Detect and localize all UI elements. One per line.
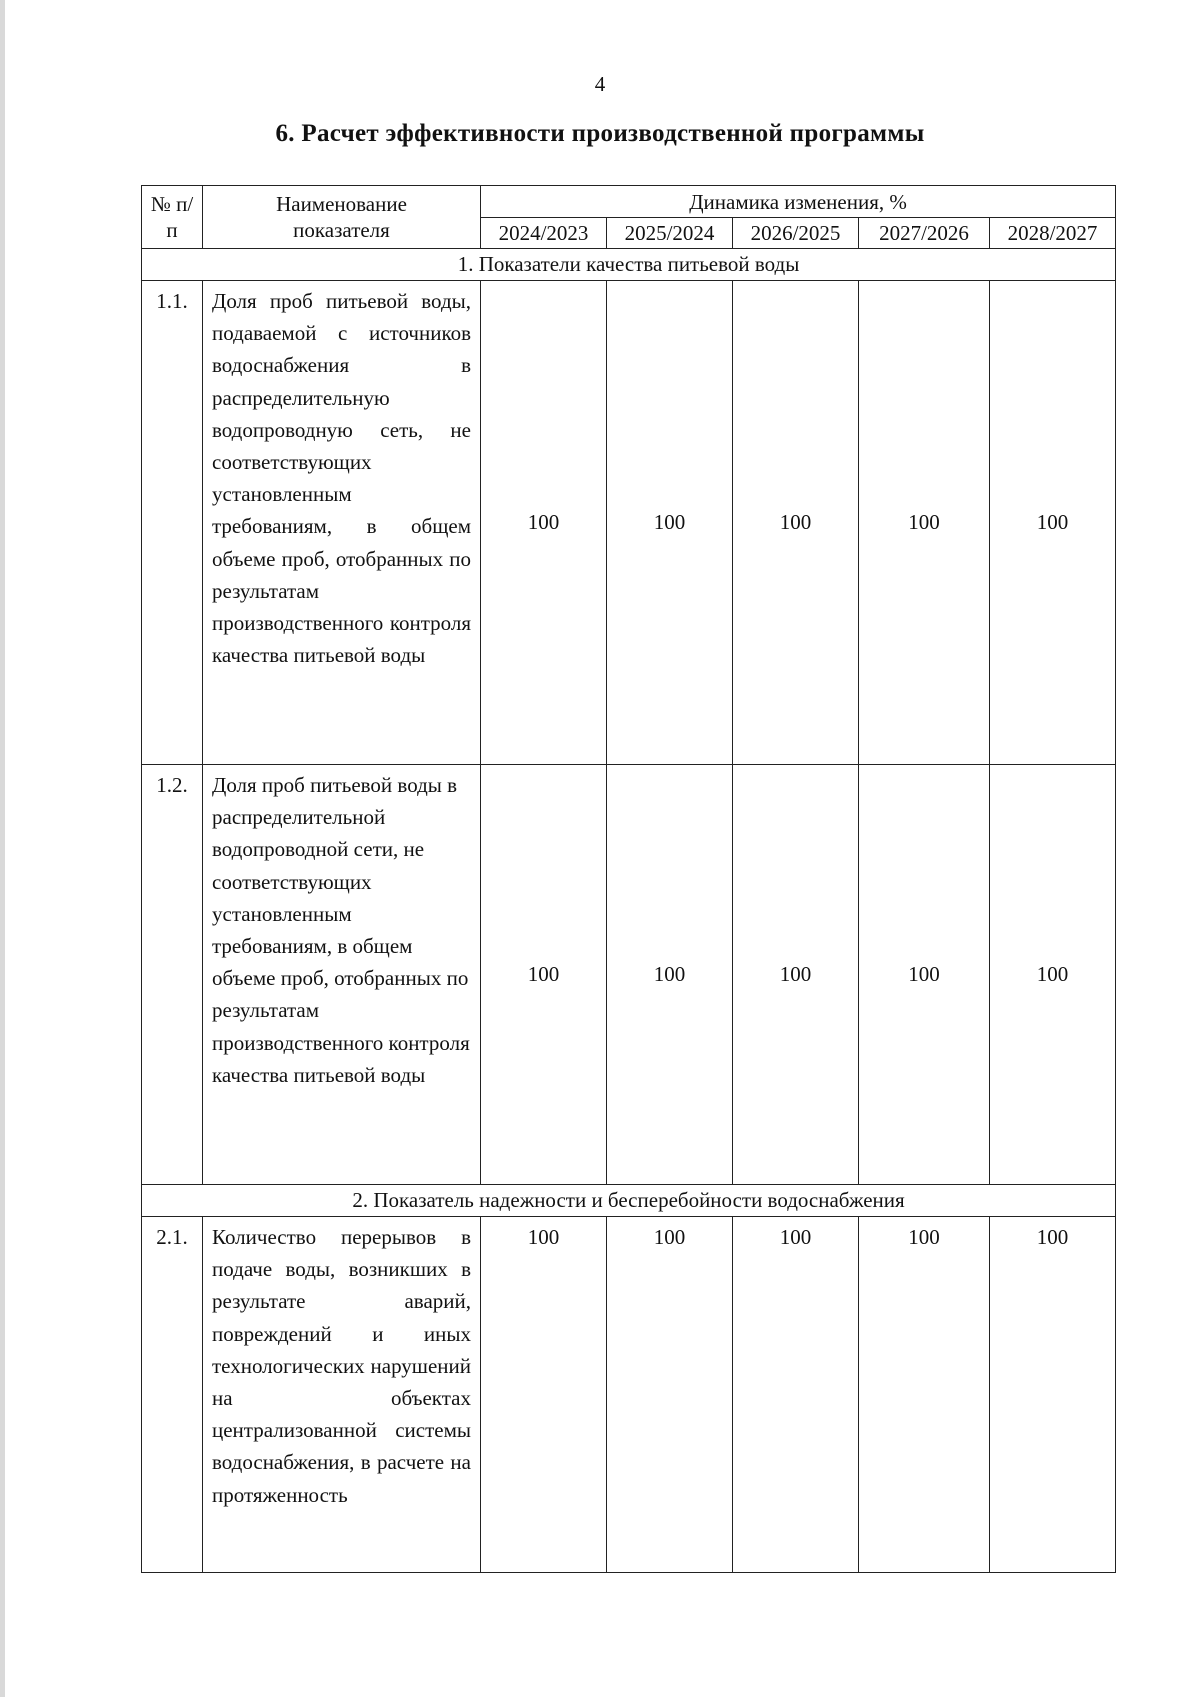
indicator-name: Доля проб питьевой воды, подаваемой с источников водоснабжения в распределительную водопроводную сеть, не соответствующих установленным требованиям, в общем объеме проб, отобранных по результатам производственного контроля качества питьевой воды xyxy=(212,289,471,668)
period-header: 2026/2025 xyxy=(733,218,859,249)
indicator-name: Доля проб питьевой воды в распределительной водопроводной сети, не соответствующих установленным требованиям, в общем объеме проб, отобранных по результатам производственного контроля качества питьевой воды xyxy=(212,773,470,1087)
value-cell: 100 xyxy=(607,281,733,765)
table-row xyxy=(142,765,1116,1185)
row-number: 1.2. xyxy=(142,765,203,1185)
value-cell: 100 xyxy=(859,281,990,765)
value-cell: 100 xyxy=(990,281,1116,765)
section-title: 1. Показатели качества питьевой воды xyxy=(142,249,1116,281)
table-row xyxy=(142,1217,1116,1573)
row-number: 2.1. xyxy=(142,1217,203,1573)
header-number: № п/п xyxy=(142,186,203,249)
period-header: 2024/2023 xyxy=(481,218,607,249)
scan-edge xyxy=(0,0,5,1697)
value-cell: 100 xyxy=(481,765,607,1185)
period-header: 2027/2026 xyxy=(859,218,990,249)
efficiency-table xyxy=(141,185,1116,1573)
value-cell: 100 xyxy=(733,1217,859,1573)
value-cell: 100 xyxy=(607,1217,733,1573)
section-row xyxy=(142,1185,1116,1217)
value-cell: 100 xyxy=(733,281,859,765)
document-title: 6. Расчет эффективности производственной программы xyxy=(275,120,925,147)
section-title: 2. Показатель надежности и бесперебойности водоснабжения xyxy=(142,1185,1116,1217)
indicator-name-cell xyxy=(203,1217,481,1573)
page-number: 4 xyxy=(594,72,606,96)
period-header: 2025/2024 xyxy=(607,218,733,249)
indicator-name: Количество перерывов в подаче воды, возникших в результате аварий, повреждений и иных технологических нарушений на объектах централизованной системы водоснабжения, в расчете на протяженность xyxy=(212,1225,471,1507)
value-cell: 100 xyxy=(990,1217,1116,1573)
header-dynamics: Динамика изменения, % xyxy=(481,186,1116,218)
value-cell: 100 xyxy=(990,765,1116,1185)
period-header: 2028/2027 xyxy=(990,218,1116,249)
section-row xyxy=(142,249,1116,281)
indicator-name-cell xyxy=(203,281,481,765)
header-row xyxy=(142,186,1116,218)
value-cell: 100 xyxy=(481,1217,607,1573)
indicator-name-cell xyxy=(203,765,481,1185)
value-cell: 100 xyxy=(733,765,859,1185)
value-cell: 100 xyxy=(607,765,733,1185)
value-cell: 100 xyxy=(481,281,607,765)
header-indicator-name: Наименование показателя xyxy=(203,186,481,249)
table-row xyxy=(142,281,1116,765)
row-number: 1.1. xyxy=(142,281,203,765)
value-cell: 100 xyxy=(859,1217,990,1573)
value-cell: 100 xyxy=(859,765,990,1185)
